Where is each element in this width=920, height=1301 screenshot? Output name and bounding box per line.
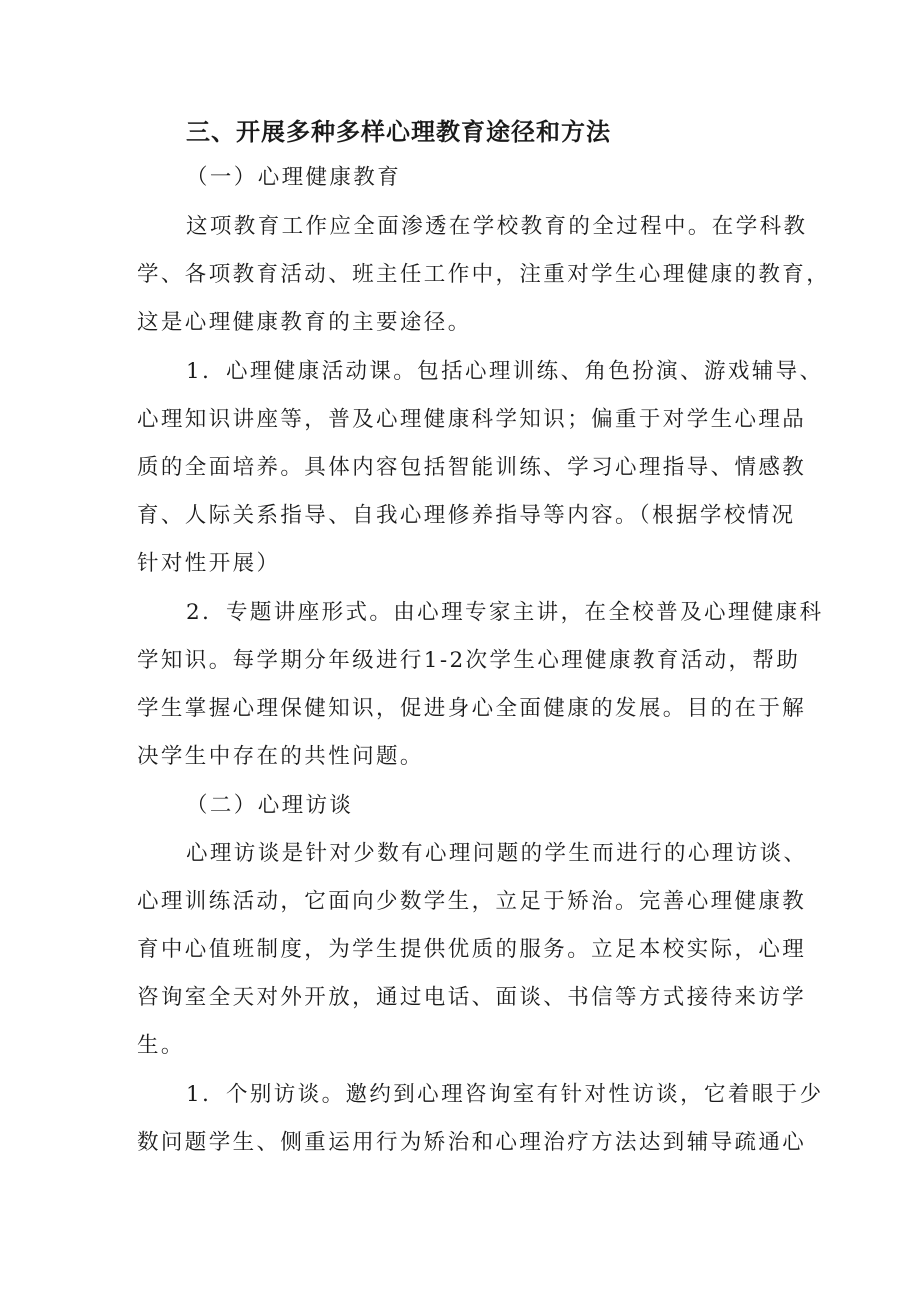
paragraph-line: 咨询室全天对外开放，通过电话、面谈、书信等方式接待来访学	[137, 985, 807, 1010]
subsection-heading: （一）心理健康教育	[186, 165, 402, 190]
paragraph-line: 决学生中存在的共性问题。	[137, 744, 424, 769]
paragraph-line: 育中心值班制度，为学生提供优质的服务。立足本校实际，心理	[137, 937, 807, 962]
subsection-heading: （二）心理访谈	[186, 793, 354, 818]
section-heading: 三、开展多种多样心理教育途径和方法	[186, 118, 611, 146]
paragraph-line: 这是心理健康教育的主要途径。	[137, 310, 472, 335]
list-item-line: 2．专题讲座形式。由心理专家主讲，在全校普及心理健康科	[186, 600, 824, 625]
paragraph-line: 心理知识讲座等，普及心理健康科学知识；偏重于对学生心理品	[137, 407, 807, 432]
paragraph-line: 心理访谈是针对少数有心理问题的学生而进行的心理访谈、	[186, 841, 808, 866]
paragraph-line: 学生掌握心理保健知识，促进身心全面健康的发展。目的在于解	[137, 696, 807, 721]
paragraph-line: 数问题学生、侧重运用行为矫治和心理治疗方法达到辅导疏通心	[137, 1130, 807, 1155]
list-item-line: 1．心理健康活动课。包括心理训练、角色扮演、游戏辅导、	[186, 359, 824, 384]
paragraph-line: 育、人际关系指导、自我心理修养指导等内容。（根据学校情况	[137, 503, 796, 528]
list-item-line: 1．个别访谈。邀约到心理咨询室有针对性访谈，它着眼于少	[186, 1082, 824, 1107]
paragraph-line: 质的全面培养。具体内容包括智能训练、学习心理指导、情感教	[137, 455, 807, 480]
paragraph-line: 针对性开展）	[137, 551, 281, 576]
paragraph-line: 这项教育工作应全面渗透在学校教育的全过程中。在学科教	[186, 214, 808, 239]
paragraph-line: 学、各项教育活动、班主任工作中，注重对学生心理健康的教育，	[137, 262, 831, 287]
paragraph-line: 学知识。每学期分年级进行1-2次学生心理健康教育活动，帮助	[137, 648, 801, 673]
paragraph-line: 心理训练活动，它面向少数学生，立足于矫治。完善心理健康教	[137, 889, 807, 914]
paragraph-line: 生。	[137, 1033, 185, 1058]
